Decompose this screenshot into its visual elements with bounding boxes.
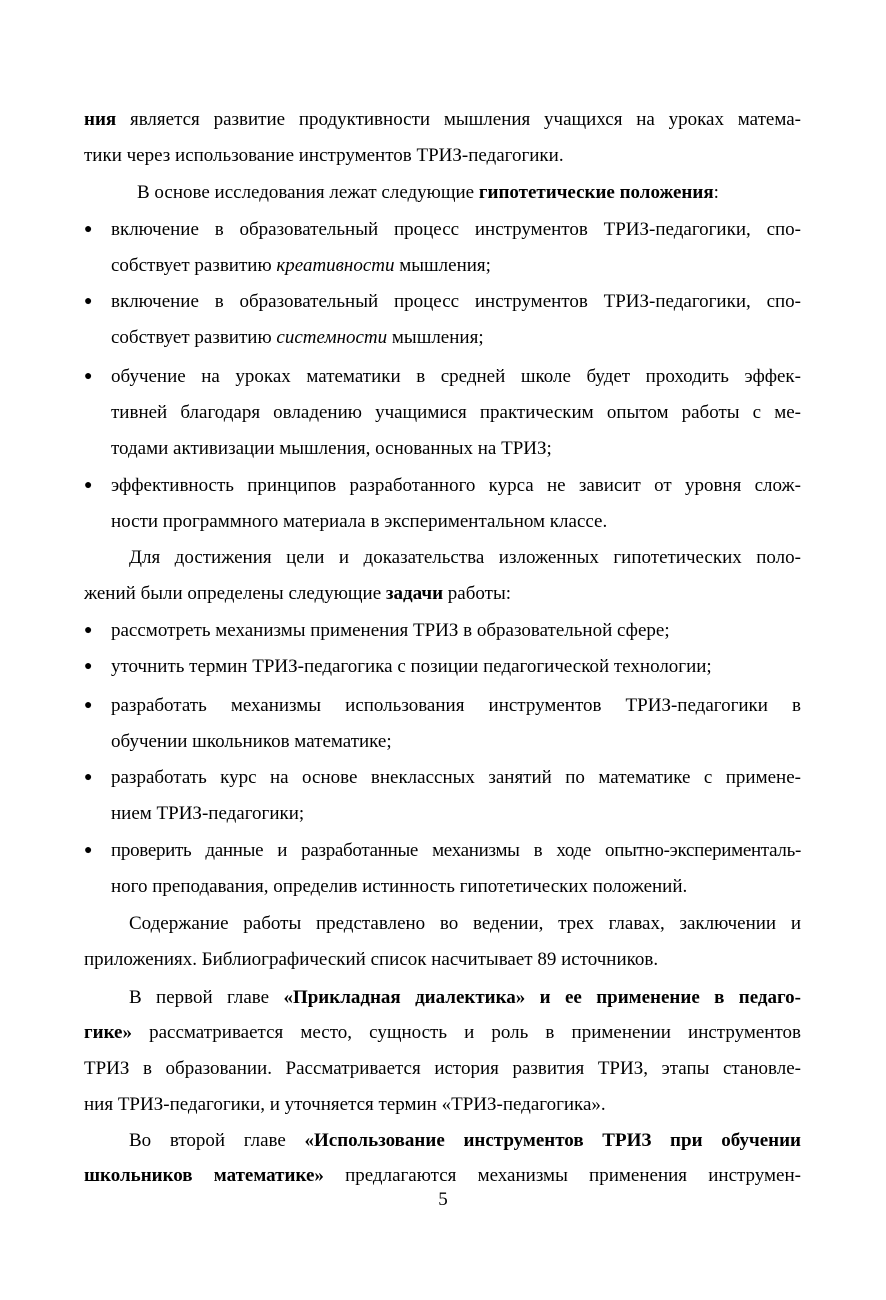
- chapter1-title-part-2: гике»: [84, 1022, 132, 1043]
- task-2-line-1: уточнить термин ТРИЗ-педагогика с позиции педагогической технологии;: [111, 656, 712, 677]
- hypothesis-1-italic: креативности: [276, 255, 395, 276]
- bullet-icon: ●: [84, 294, 93, 309]
- hypotheses-lead-bold: гипотетические положения: [478, 182, 714, 203]
- structure-line-1: Содержание работы представлено во ведении, трех главах, заключении и: [129, 913, 801, 934]
- bullet-icon: ●: [84, 770, 93, 785]
- tasks-lead-line-2: [84, 582, 801, 606]
- hypothesis-1-line-2: [111, 254, 801, 278]
- hypothesis-3-line-3: тодами активизации мышления, основанных на ТРИЗ;: [111, 438, 552, 459]
- hypothesis-2-text: собствует развитию: [111, 327, 277, 348]
- chapter2-desc: предлагаются механизмы применения инструмен-: [323, 1165, 801, 1186]
- chapter2-line-1: [129, 1129, 801, 1153]
- tasks-lead-bold: задачи: [385, 583, 444, 604]
- chapter2-line-2: [84, 1164, 801, 1188]
- task-5-line-2: ного преподавания, определив истинность гипотетических положений.: [111, 876, 688, 897]
- task-4-line-1: разработать курс на основе внеклассных занятий по математике с примене-: [111, 767, 801, 788]
- bullet-icon: ●: [84, 843, 93, 858]
- task-3-line-1: разработать механизмы использования инструментов ТРИЗ-педагогики в: [111, 695, 801, 716]
- intro-text: является развитие продуктивности мышления учащихся на уроках матема-: [116, 109, 801, 130]
- chapter1-text: В первой главе: [129, 987, 284, 1008]
- tasks-lead-end: работы:: [443, 583, 511, 604]
- bullet-icon: ●: [84, 659, 93, 674]
- bullet-icon: ●: [84, 478, 93, 493]
- bullet-icon: ●: [84, 698, 93, 713]
- hypothesis-2-line-2: [111, 326, 801, 350]
- chapter1-line-1: [129, 986, 801, 1010]
- task-5-line-1: проверить данные и разработанные механизмы в ходе опытно-эксперименталь-: [111, 840, 801, 861]
- hypothesis-4-line-2: ности программного материала в экспериментальном классе.: [111, 511, 608, 532]
- hypothesis-2-line-1: включение в образовательный процесс инструментов ТРИЗ-педагогики, спо-: [111, 291, 801, 312]
- tasks-lead-line-1: Для достижения цели и доказательства изложенных гипотетических поло-: [129, 547, 801, 568]
- hypothesis-3-line-2: тивней благодаря овладению учащимися практическим опытом работы с ме-: [111, 402, 801, 423]
- task-4-line-2: нием ТРИЗ-педагогики;: [111, 803, 305, 824]
- tasks-lead-text: жений были определены следующие: [84, 583, 386, 604]
- intro-line-1: [84, 108, 801, 132]
- hypothesis-4-line-1: эффективность принципов разработанного курса не зависит от уровня слож-: [111, 475, 801, 496]
- hypothesis-1-line-1: включение в образовательный процесс инструментов ТРИЗ-педагогики, спо-: [111, 219, 801, 240]
- task-1-line-1: рассмотреть механизмы применения ТРИЗ в образовательной сфере;: [111, 620, 670, 641]
- chapter2-title-part-1: «Использование инструментов ТРИЗ при обучении: [304, 1130, 801, 1151]
- hypotheses-lead-text: В основе исследования лежат следующие: [137, 182, 479, 203]
- task-3-line-2: обучении школьников математике;: [111, 731, 392, 752]
- hypothesis-1-text: собствует развитию: [111, 255, 277, 276]
- bullet-icon: ●: [84, 222, 93, 237]
- hypothesis-2-italic: системности: [276, 327, 388, 348]
- intro-line-2: тики через использование инструментов ТРИЗ-педагогики.: [84, 145, 564, 166]
- hypothesis-3-line-1: обучение на уроках математики в средней школе будет проходить эффек-: [111, 366, 801, 387]
- chapter1-title-part-1: «Прикладная диалектика» и ее применение в педаго-: [283, 987, 801, 1008]
- bullet-icon: ●: [84, 623, 93, 638]
- hypothesis-2-end: мышления;: [387, 327, 484, 348]
- hypothesis-1-end: мышления;: [394, 255, 491, 276]
- chapter1-line-4: ния ТРИЗ-педагогики, и уточняется термин «ТРИЗ-педагогика».: [84, 1094, 606, 1115]
- chapter2-text: Во второй главе: [129, 1130, 305, 1151]
- page-number: 5: [438, 1189, 448, 1210]
- hypotheses-lead: [137, 181, 801, 205]
- hypotheses-lead-colon: :: [713, 182, 719, 203]
- bullet-icon: ●: [84, 369, 93, 384]
- intro-bold-fragment: ния: [84, 109, 117, 130]
- chapter1-line-3: ТРИЗ в образовании. Рассматривается история развития ТРИЗ, этапы становле-: [84, 1058, 801, 1079]
- chapter1-line-2: [84, 1021, 801, 1045]
- chapter2-title-part-2: школьников математике»: [84, 1165, 324, 1186]
- chapter1-desc: рассматривается место, сущность и роль в применении инструментов: [131, 1022, 801, 1043]
- structure-line-2: приложениях. Библиографический список насчитывает 89 источников.: [84, 949, 659, 970]
